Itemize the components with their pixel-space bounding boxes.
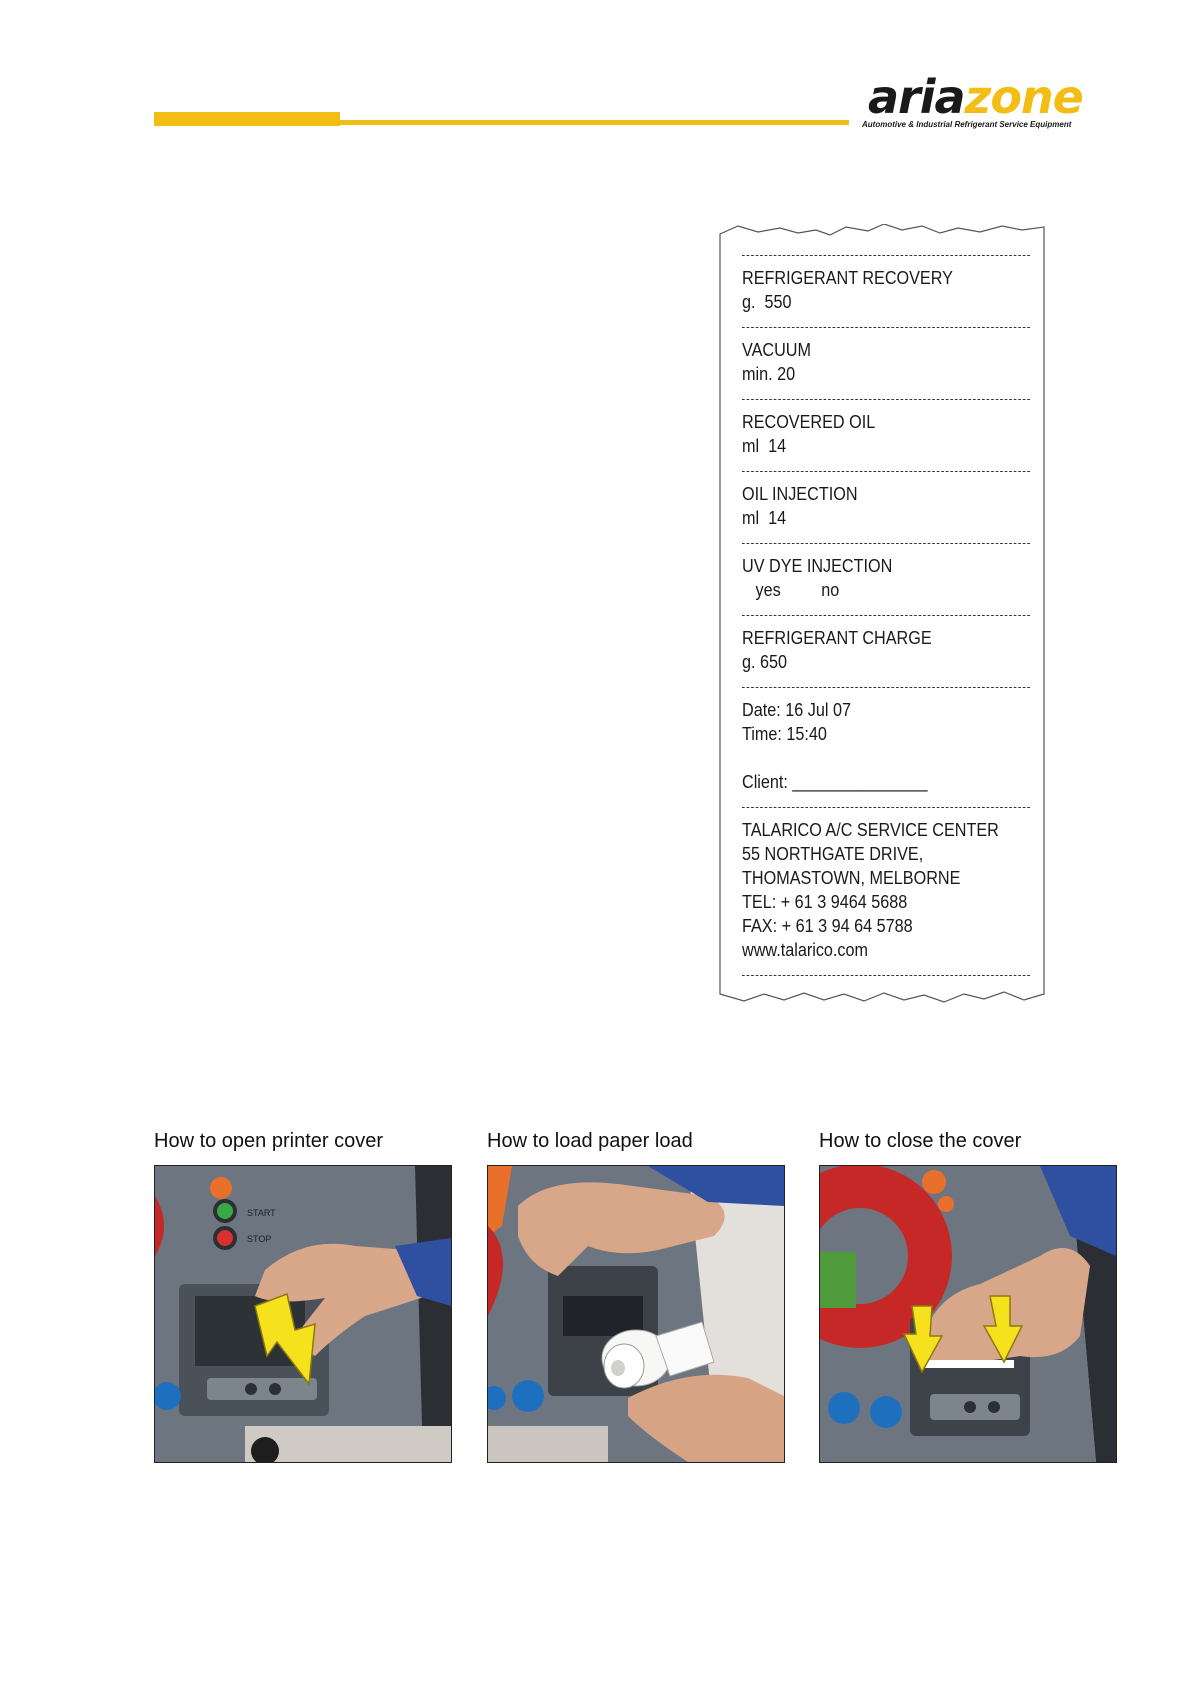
start-button-icon <box>217 1203 233 1219</box>
receipt-line: min. 20 <box>742 364 796 384</box>
receipt-line: Time: 15:40 <box>742 724 827 744</box>
receipt-line: VACUUM <box>742 340 812 360</box>
step-caption-open-cover: How to open printer cover <box>154 1130 384 1152</box>
receipt-line: Date: 16 Jul 07 <box>742 700 851 720</box>
receipt-line: g. 650 <box>742 652 788 672</box>
step-caption-close-cover: How to close the cover <box>819 1130 1022 1152</box>
safety-goggles-icon <box>870 1396 902 1428</box>
receipt-separator <box>742 471 1030 472</box>
photo-open-printer-cover <box>154 1165 452 1463</box>
button-orange-icon <box>210 1177 232 1199</box>
receipt-line: TALARICO A/C SERVICE CENTER <box>742 820 999 840</box>
receipt-line: THOMASTOWN, MELBORNE <box>742 868 961 888</box>
receipt-line: www.talarico.com <box>742 940 869 960</box>
start-label: START <box>247 1208 276 1218</box>
header-rule <box>154 120 849 125</box>
receipt-line: FAX: + 61 3 94 64 5788 <box>742 916 913 936</box>
logo-aria-text: aria <box>868 70 965 124</box>
print-receipt <box>718 224 1046 1004</box>
photo-close-cover <box>819 1165 1117 1463</box>
receipt-line: ml 14 <box>742 508 787 528</box>
receipt-separator <box>742 687 1030 688</box>
receipt-separator <box>742 327 1030 328</box>
step-caption-load-paper: How to load paper load <box>487 1130 693 1152</box>
receipt-line: g. 550 <box>742 292 792 312</box>
safety-goggles-icon <box>512 1380 544 1412</box>
receipt-line: TEL: + 61 3 9464 5688 <box>742 892 908 912</box>
logo-tagline: Automotive & Industrial Refrigerant Service Equipment <box>862 120 1072 129</box>
receipt-line: RECOVERED OIL <box>742 412 876 432</box>
receipt-separator <box>742 255 1030 256</box>
receipt-line: REFRIGERANT RECOVERY <box>742 268 953 288</box>
logo-zone-text: zone <box>964 70 1083 124</box>
receipt-line: Client: _______________ <box>742 772 928 792</box>
receipt-line: ml 14 <box>742 436 787 456</box>
ariazone-logo <box>862 70 1112 134</box>
receipt-separator <box>742 399 1030 400</box>
receipt-line: 55 NORTHGATE DRIVE, <box>742 844 924 864</box>
receipt-separator <box>742 975 1030 976</box>
receipt-line: OIL INJECTION <box>742 484 858 504</box>
stop-label: STOP <box>247 1234 272 1244</box>
receipt-separator <box>742 807 1030 808</box>
receipt-separator <box>742 543 1030 544</box>
stop-button-icon <box>217 1230 233 1246</box>
receipt-line: REFRIGERANT CHARGE <box>742 628 932 648</box>
receipt-separator <box>742 615 1030 616</box>
receipt-line: UV DYE INJECTION <box>742 556 893 576</box>
photo-load-paper <box>487 1165 785 1463</box>
receipt-line: yes no <box>742 580 840 600</box>
